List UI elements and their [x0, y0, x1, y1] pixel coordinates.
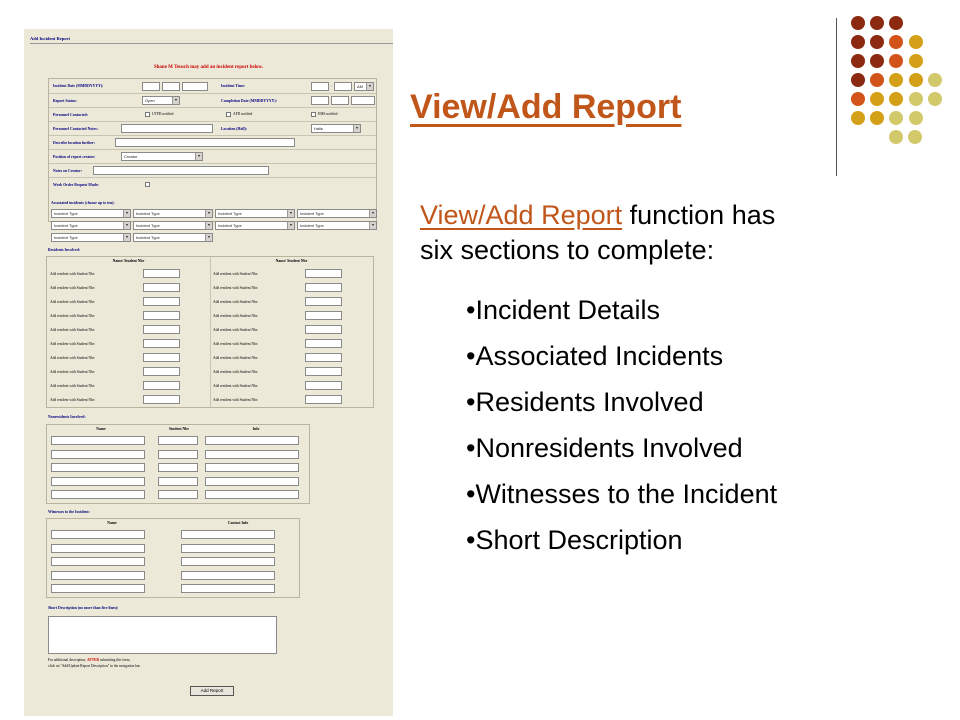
resident-nbr-input[interactable]	[305, 311, 342, 320]
resident-row-label: Add resident with Student Nbr:	[50, 398, 96, 402]
footer-note-line1: For additional description, AFTER submitting this form,	[48, 658, 131, 662]
nonresidents-col-info: Info	[252, 427, 260, 431]
position-select[interactable]: Creator ▼	[121, 152, 203, 161]
resident-row-label: Add resident with Student Nbr:	[213, 314, 259, 318]
decorative-dot	[889, 35, 903, 49]
decorative-dot	[889, 92, 903, 106]
short-description-label: Short Description (no more than five lines):	[48, 606, 119, 610]
resident-nbr-input[interactable]	[143, 311, 180, 320]
title-divider-line	[836, 18, 837, 176]
decorative-dot	[851, 54, 865, 68]
chevron-down-icon: ▼	[123, 222, 130, 229]
chevron-down-icon: ▼	[123, 210, 130, 217]
witness-name-input[interactable]	[51, 584, 145, 593]
resident-row-label: Add resident with Student Nbr:	[50, 272, 96, 276]
witnesses-col-contact: Contact Info	[227, 521, 249, 525]
incident-time-label: Incident Time:	[221, 84, 246, 88]
nonresidents-col-name: Name	[96, 427, 106, 431]
footer-note-line2: click on "Add/Update Report Description" in the navigation bar.	[48, 664, 141, 668]
nonresident-info-input[interactable]	[205, 436, 299, 445]
resident-row-label: Add resident with Student Nbr:	[213, 300, 259, 304]
row-incident-date	[49, 79, 376, 94]
resident-row-label: Add resident with Student Nbr:	[50, 300, 96, 304]
resident-nbr-input[interactable]	[143, 269, 180, 278]
chevron-down-icon: ▼	[123, 234, 130, 241]
nonresidents-col-nbr: Student Nbr	[168, 427, 190, 431]
decorative-dot	[851, 73, 865, 87]
personnel-notes-input[interactable]	[121, 124, 213, 133]
decorative-dot	[851, 111, 865, 125]
nonresident-name-input[interactable]	[51, 477, 145, 486]
witnesses-col-name: Name	[107, 521, 117, 525]
associated-select-5[interactable]: Incident Type ▼	[51, 221, 131, 230]
decorative-dot	[870, 111, 884, 125]
chevron-down-icon: ▼	[195, 153, 202, 160]
residents-col-header-right: Name/ Student Nbr	[275, 259, 308, 263]
nonresident-nbr-input[interactable]	[158, 490, 198, 499]
ampm-select[interactable]: AM ▼	[354, 82, 374, 91]
decorative-dot	[889, 111, 903, 125]
decorative-dot	[908, 130, 922, 144]
afd-checkbox[interactable]	[226, 112, 231, 117]
utpd-checkbox[interactable]	[145, 112, 150, 117]
decorative-dot	[870, 54, 884, 68]
witnesses-table	[46, 518, 300, 598]
resident-nbr-input[interactable]	[143, 381, 180, 390]
row-describe-location	[49, 136, 376, 150]
nonresident-nbr-input[interactable]	[158, 450, 198, 459]
chevron-down-icon: ▼	[353, 125, 360, 132]
chevron-down-icon: ▼	[205, 234, 212, 241]
decorative-dot	[889, 54, 903, 68]
form-header: Add Incident Report	[30, 36, 71, 41]
resident-row-label: Add resident with Student Nbr:	[50, 356, 96, 360]
decorative-dot	[909, 54, 923, 68]
associated-select-8[interactable]: Incident Type ▼	[297, 221, 377, 230]
list-item: •Incident Details	[466, 295, 661, 325]
witness-contact-input[interactable]	[181, 584, 275, 593]
section-list	[466, 287, 777, 563]
resident-row-label: Add resident with Student Nbr:	[50, 314, 96, 318]
list-item: •Associated Incidents	[466, 341, 724, 371]
time-separator: :	[331, 84, 332, 88]
nonresident-info-input[interactable]	[205, 450, 299, 459]
completion-date-yyyy[interactable]	[351, 96, 375, 105]
incident-date-label: Incident Date (MMDDYYYY):	[53, 84, 104, 88]
chevron-down-icon: ▼	[205, 222, 212, 229]
residents-label: Residents Involved:	[48, 248, 80, 252]
position-label: Position of report creator:	[53, 155, 96, 159]
location-label: Location (Hall):	[221, 127, 248, 131]
decorative-dot	[851, 92, 865, 106]
associated-select-6[interactable]: Incident Type ▼	[133, 221, 213, 230]
nonresident-nbr-input[interactable]	[158, 463, 198, 472]
resident-nbr-input[interactable]	[305, 283, 342, 292]
resident-nbr-input[interactable]	[143, 283, 180, 292]
decorative-dot	[870, 16, 884, 30]
row-personnel-notes	[49, 122, 376, 136]
nonresident-nbr-input[interactable]	[158, 436, 198, 445]
associated-select-9[interactable]: Incident Type ▼	[51, 233, 131, 242]
add-report-button[interactable]: Add Report	[190, 686, 234, 696]
witness-name-input[interactable]	[51, 557, 145, 566]
completion-date-mm[interactable]	[311, 96, 329, 105]
decorative-dot	[851, 35, 865, 49]
description-line-2: six sections to complete:	[420, 235, 715, 265]
work-order-checkbox[interactable]	[145, 182, 150, 187]
resident-row-label: Add resident with Student Nbr:	[50, 384, 96, 388]
resident-row-label: Add resident with Student Nbr:	[213, 398, 259, 402]
location-select[interactable]: Halls ▼	[311, 124, 361, 133]
decorative-dot	[889, 73, 903, 87]
resident-nbr-input[interactable]	[305, 339, 342, 348]
row-notes-creator	[49, 164, 376, 178]
report-status-select[interactable]: Open ▼	[142, 96, 180, 105]
chevron-down-icon: ▼	[205, 210, 212, 217]
chevron-down-icon: ▼	[172, 97, 179, 104]
chevron-down-icon: ▼	[369, 222, 376, 229]
personnel-notes-label: Personnel Contacted Notes:	[53, 127, 98, 131]
resident-nbr-input[interactable]	[305, 353, 342, 362]
nonresidents-table	[46, 424, 310, 504]
residents-table	[46, 256, 374, 408]
decorative-dot	[851, 16, 865, 30]
short-description-textarea[interactable]	[48, 616, 277, 654]
decorative-dot	[889, 16, 903, 30]
nonresidents-label: Nonresidents Involved:	[48, 415, 86, 419]
decorative-dot	[928, 92, 942, 106]
nonresident-info-input[interactable]	[205, 477, 299, 486]
witness-name-input[interactable]	[51, 530, 145, 539]
utpd-label: UTPD notified	[152, 112, 174, 116]
resident-nbr-input[interactable]	[143, 367, 180, 376]
report-status-label: Report Status:	[53, 99, 77, 103]
slide-description: View/Add Report function has six sections to complete:	[420, 200, 776, 265]
decorative-dot	[909, 35, 923, 49]
list-item: •Short Description	[466, 525, 683, 555]
nonresident-nbr-input[interactable]	[158, 477, 198, 486]
resident-row-label: Add resident with Student Nbr:	[213, 328, 259, 332]
resident-nbr-input[interactable]	[305, 367, 342, 376]
resident-nbr-input[interactable]	[305, 325, 342, 334]
incident-date-yyyy[interactable]	[182, 82, 208, 91]
nonresident-name-input[interactable]	[51, 490, 145, 499]
incident-date-dd[interactable]	[162, 82, 180, 91]
row-personnel-contacted	[49, 108, 376, 122]
resident-nbr-input[interactable]	[305, 381, 342, 390]
chevron-down-icon: ▼	[287, 222, 294, 229]
completion-date-dd[interactable]	[331, 96, 349, 105]
chevron-down-icon: ▼	[369, 210, 376, 217]
row-work-order	[49, 178, 376, 192]
personnel-contacted-label: Personnel Contacted:	[53, 113, 88, 117]
notes-creator-label: Notes on Creator:	[53, 169, 83, 173]
work-order-label: Work Order Request Made:	[53, 183, 99, 187]
decorative-dot	[909, 111, 923, 125]
resident-nbr-input[interactable]	[143, 297, 180, 306]
nonresident-info-input[interactable]	[205, 490, 299, 499]
resident-row-label: Add resident with Student Nbr:	[213, 286, 259, 290]
associated-select-4[interactable]: Incident Type ▼	[297, 209, 377, 218]
nonresident-name-input[interactable]	[51, 463, 145, 472]
ems-checkbox[interactable]	[311, 112, 316, 117]
completion-date-label: Completion Date (MMDDYYYY):	[221, 99, 277, 103]
decorative-dot	[870, 92, 884, 106]
afd-label: AFD notified	[233, 112, 253, 116]
resident-row-label: Add resident with Student Nbr:	[213, 384, 259, 388]
associated-incidents-label: Associated incidents (choose up to ten):	[51, 201, 115, 205]
resident-row-label: Add resident with Student Nbr:	[50, 370, 96, 374]
incident-date-mm[interactable]	[142, 82, 160, 91]
slide-title[interactable]: View/Add Report	[410, 88, 682, 126]
resident-row-label: Add resident with Student Nbr:	[50, 342, 96, 346]
resident-row-label: Add resident with Student Nbr:	[50, 286, 96, 290]
chevron-down-icon: ▼	[366, 83, 373, 90]
view-add-report-link[interactable]: View/Add Report	[420, 200, 623, 230]
describe-location-label: Describe location further:	[53, 141, 95, 145]
resident-row-label: Add resident with Student Nbr:	[50, 328, 96, 332]
decorative-dot	[870, 73, 884, 87]
resident-nbr-input[interactable]	[305, 269, 342, 278]
decorative-dot	[909, 73, 923, 87]
decorative-dot	[909, 92, 923, 106]
nonresident-info-input[interactable]	[205, 463, 299, 472]
witnesses-label: Witnesses to the Incident:	[48, 510, 90, 514]
row-position	[49, 150, 376, 164]
permission-note: Shane M Teusch may add an incident report below.	[153, 65, 264, 70]
witness-contact-input[interactable]	[181, 571, 275, 580]
row-report-status	[49, 94, 376, 108]
decorative-dot	[889, 130, 903, 144]
resident-row-label: Add resident with Student Nbr:	[213, 356, 259, 360]
decorative-dot	[928, 73, 942, 87]
resident-row-label: Add resident with Student Nbr:	[213, 370, 259, 374]
resident-row-label: Add resident with Student Nbr:	[213, 272, 259, 276]
associated-select-2[interactable]: Incident Type ▼	[133, 209, 213, 218]
resident-nbr-input[interactable]	[305, 395, 342, 404]
witness-contact-input[interactable]	[181, 530, 275, 539]
ems-label: EMS notified	[318, 112, 338, 116]
header-divider	[30, 43, 393, 44]
chevron-down-icon: ▼	[287, 210, 294, 217]
witness-contact-input[interactable]	[181, 544, 275, 553]
associated-select-3[interactable]: Incident Type ▼	[215, 209, 295, 218]
witness-name-input[interactable]	[51, 571, 145, 580]
decorative-dot	[870, 35, 884, 49]
list-item: •Residents Involved	[466, 387, 704, 417]
describe-location-input[interactable]	[115, 138, 295, 147]
resident-nbr-input[interactable]	[143, 353, 180, 362]
associated-select-10[interactable]: Incident Type ▼	[133, 233, 213, 242]
nonresident-name-input[interactable]	[51, 436, 145, 445]
list-item: •Nonresidents Involved	[466, 433, 743, 463]
incident-time-minute[interactable]	[334, 82, 352, 91]
notes-creator-input[interactable]	[93, 166, 269, 175]
witness-contact-input[interactable]	[181, 557, 275, 566]
incident-time-hour[interactable]	[311, 82, 329, 91]
associated-select-7[interactable]: Incident Type ▼	[215, 221, 295, 230]
form-screenshot	[24, 29, 393, 716]
resident-nbr-input[interactable]	[143, 395, 180, 404]
resident-nbr-input[interactable]	[143, 325, 180, 334]
associated-select-1[interactable]: Incident Type ▼	[51, 209, 131, 218]
list-item: •Witnesses to the Incident	[466, 479, 778, 509]
resident-nbr-input[interactable]	[143, 339, 180, 348]
resident-row-label: Add resident with Student Nbr:	[213, 342, 259, 346]
nonresident-name-input[interactable]	[51, 450, 145, 459]
residents-col-header-left: Name/ Student Nbr	[112, 259, 145, 263]
resident-nbr-input[interactable]	[305, 297, 342, 306]
witness-name-input[interactable]	[51, 544, 145, 553]
